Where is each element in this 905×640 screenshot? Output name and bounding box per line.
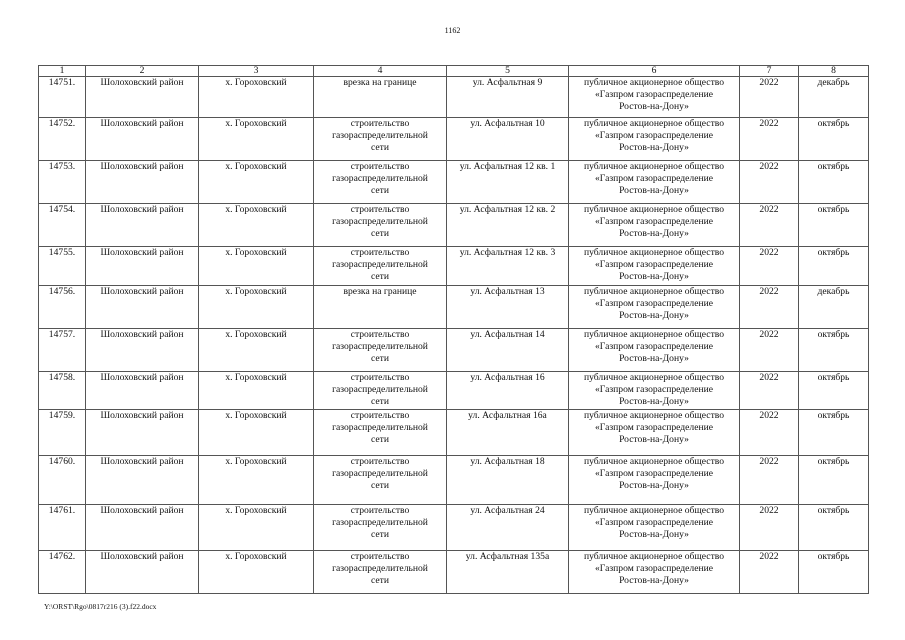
settlement-cell: [199, 372, 314, 410]
organization-cell-line: «Газпром газораспределение: [595, 89, 713, 100]
organization-cell-line: публичное акционерное общество: [583, 204, 725, 215]
work-type-cell: [314, 456, 447, 505]
work-type-cell: [314, 410, 447, 456]
column-header: 3: [199, 66, 314, 77]
row-number-cell-line: 14754.: [48, 204, 76, 215]
district-cell: [86, 204, 199, 247]
district-cell: [86, 505, 199, 551]
year-cell: [740, 204, 799, 247]
organization-cell-line: «Газпром газораспределение: [595, 173, 713, 184]
row-number-cell: [39, 372, 86, 410]
work-type-cell-line: строительство: [350, 161, 410, 172]
row-number-cell: [39, 247, 86, 286]
work-type-cell-line: врезка на границе: [343, 286, 417, 297]
district-cell: [86, 161, 199, 204]
organization-cell: [569, 505, 740, 551]
month-cell: [799, 410, 869, 456]
organization-cell-line: публичное акционерное общество: [583, 77, 725, 88]
organization-cell-line: «Газпром газораспределение: [595, 517, 713, 528]
table-row: [39, 410, 869, 456]
row-number-cell: [39, 118, 86, 161]
row-number-cell-line: 14762.: [48, 551, 76, 562]
organization-cell-line: Ростов-на-Дону»: [619, 185, 689, 196]
organization-cell-line: публичное акционерное общество: [583, 161, 725, 172]
address-cell: [447, 329, 569, 372]
work-type-cell-line: сети: [371, 185, 389, 196]
row-number-cell-line: 14753.: [48, 161, 76, 172]
organization-cell: [569, 161, 740, 204]
row-number-cell-line: 14751.: [48, 77, 76, 88]
address-cell: [447, 204, 569, 247]
work-type-cell-line: сети: [371, 353, 389, 364]
column-header: 1: [39, 66, 86, 77]
settlement-cell: [199, 286, 314, 329]
district-cell-line: Шолоховский район: [100, 329, 184, 340]
month-cell: [799, 505, 869, 551]
organization-cell-line: «Газпром газораспределение: [595, 384, 713, 395]
organization-cell-line: «Газпром газораспределение: [595, 130, 713, 141]
month-cell-line: декабрь: [817, 286, 850, 297]
settlement-cell: [199, 118, 314, 161]
table-row: [39, 161, 869, 204]
year-cell-line: 2022: [759, 456, 779, 467]
work-type-cell-line: газораспределительной: [332, 517, 428, 528]
organization-cell-line: «Газпром газораспределение: [595, 298, 713, 309]
year-cell-line: 2022: [759, 77, 779, 88]
month-cell: [799, 329, 869, 372]
work-type-cell-line: газораспределительной: [332, 259, 428, 270]
year-cell: [740, 247, 799, 286]
work-type-cell-line: сети: [371, 434, 389, 445]
organization-cell: [569, 410, 740, 456]
column-header: 4: [314, 66, 447, 77]
district-cell-line: Шолоховский район: [100, 77, 184, 88]
organization-cell-line: Ростов-на-Дону»: [619, 575, 689, 586]
month-cell-line: октябрь: [817, 505, 850, 516]
row-number-cell: [39, 286, 86, 329]
month-cell: [799, 204, 869, 247]
organization-cell-line: публичное акционерное общество: [583, 505, 725, 516]
month-cell: [799, 118, 869, 161]
work-type-cell-line: строительство: [350, 372, 410, 383]
work-type-cell: [314, 161, 447, 204]
year-cell-line: 2022: [759, 372, 779, 383]
column-header: 8: [799, 66, 869, 77]
page-number: 1162: [444, 26, 461, 35]
month-cell: [799, 372, 869, 410]
year-cell: [740, 77, 799, 118]
settlement-cell: [199, 456, 314, 505]
work-type-cell-line: строительство: [350, 204, 410, 215]
address-cell-line: ул. Асфальтная 14: [470, 329, 545, 340]
organization-cell: [569, 77, 740, 118]
organization-cell-line: Ростов-на-Дону»: [619, 396, 689, 407]
district-cell-line: Шолоховский район: [100, 551, 184, 562]
work-type-cell-line: строительство: [350, 329, 410, 340]
district-cell: [86, 247, 199, 286]
district-cell-line: Шолоховский район: [100, 505, 184, 516]
month-cell: [799, 247, 869, 286]
table-row: [39, 118, 869, 161]
address-cell-line: ул. Асфальтная 13: [470, 286, 545, 297]
table-row: [39, 551, 869, 594]
organization-cell-line: «Газпром газораспределение: [595, 422, 713, 433]
organization-cell-line: публичное акционерное общество: [583, 329, 725, 340]
row-number-cell: [39, 410, 86, 456]
organization-cell-line: Ростов-на-Дону»: [619, 353, 689, 364]
district-cell: [86, 410, 199, 456]
work-type-cell-line: газораспределительной: [332, 341, 428, 352]
district-cell: [86, 77, 199, 118]
organization-cell-line: «Газпром газораспределение: [595, 259, 713, 270]
column-header: 7: [740, 66, 799, 77]
address-cell: [447, 456, 569, 505]
work-type-cell: [314, 118, 447, 161]
organization-cell-line: Ростов-на-Дону»: [619, 480, 689, 491]
year-cell: [740, 551, 799, 594]
settlement-cell-line: х. Гороховский: [225, 204, 287, 215]
month-cell-line: октябрь: [817, 551, 850, 562]
year-cell-line: 2022: [759, 329, 779, 340]
address-cell-line: ул. Асфальтная 12 кв. 3: [459, 247, 556, 258]
work-type-cell-line: строительство: [350, 456, 410, 467]
organization-cell-line: Ростов-на-Дону»: [619, 529, 689, 540]
district-cell: [86, 372, 199, 410]
organization-cell: [569, 204, 740, 247]
organization-cell-line: «Газпром газораспределение: [595, 216, 713, 227]
row-number-cell-line: 14755.: [48, 247, 76, 258]
district-cell-line: Шолоховский район: [100, 286, 184, 297]
work-type-cell-line: газораспределительной: [332, 468, 428, 479]
organization-cell-line: публичное акционерное общество: [583, 456, 725, 467]
district-cell-line: Шолоховский район: [100, 372, 184, 383]
table-row: [39, 505, 869, 551]
row-number-cell: [39, 161, 86, 204]
settlement-cell-line: х. Гороховский: [225, 456, 287, 467]
row-number-cell: [39, 505, 86, 551]
organization-cell-line: Ростов-на-Дону»: [619, 142, 689, 153]
row-number-cell: [39, 204, 86, 247]
address-cell: [447, 247, 569, 286]
settlement-cell-line: х. Гороховский: [225, 118, 287, 129]
column-header: 2: [86, 66, 199, 77]
organization-cell: [569, 247, 740, 286]
work-type-cell: [314, 372, 447, 410]
settlement-cell: [199, 161, 314, 204]
settlement-cell: [199, 204, 314, 247]
work-type-cell-line: сети: [371, 575, 389, 586]
work-type-cell-line: сети: [371, 480, 389, 491]
year-cell-line: 2022: [759, 118, 779, 129]
organization-cell-line: Ростов-на-Дону»: [619, 101, 689, 112]
month-cell-line: октябрь: [817, 456, 850, 467]
month-cell-line: октябрь: [817, 161, 850, 172]
year-cell-line: 2022: [759, 551, 779, 562]
row-number-cell: [39, 551, 86, 594]
district-cell: [86, 118, 199, 161]
address-cell: [447, 161, 569, 204]
district-cell-line: Шолоховский район: [100, 161, 184, 172]
settlement-cell: [199, 77, 314, 118]
row-number-cell-line: 14758.: [48, 372, 76, 383]
address-cell: [447, 77, 569, 118]
work-type-cell: [314, 505, 447, 551]
organization-cell-line: «Газпром газораспределение: [595, 341, 713, 352]
year-cell: [740, 456, 799, 505]
settlement-cell-line: х. Гороховский: [225, 410, 287, 421]
work-type-cell-line: газораспределительной: [332, 130, 428, 141]
address-cell-line: ул. Асфальтная 24: [470, 505, 545, 516]
organization-cell-line: публичное акционерное общество: [583, 551, 725, 562]
year-cell: [740, 329, 799, 372]
district-cell: [86, 329, 199, 372]
header-row: [39, 66, 869, 77]
organization-cell: [569, 372, 740, 410]
year-cell-line: 2022: [759, 204, 779, 215]
organization-cell: [569, 551, 740, 594]
year-cell: [740, 118, 799, 161]
address-cell-line: ул. Асфальтная 18: [470, 456, 545, 467]
month-cell: [799, 286, 869, 329]
work-type-cell: [314, 204, 447, 247]
settlement-cell-line: х. Гороховский: [225, 329, 287, 340]
row-number-cell-line: 14752.: [48, 118, 76, 129]
district-cell: [86, 551, 199, 594]
settlement-cell-line: х. Гороховский: [225, 372, 287, 383]
address-cell-line: ул. Асфальтная 9: [472, 77, 543, 88]
work-type-cell-line: строительство: [350, 410, 410, 421]
address-cell: [447, 118, 569, 161]
settlement-cell-line: х. Гороховский: [225, 247, 287, 258]
work-type-cell-line: газораспределительной: [332, 173, 428, 184]
settlement-cell: [199, 410, 314, 456]
address-cell: [447, 551, 569, 594]
settlement-cell-line: х. Гороховский: [225, 161, 287, 172]
work-type-cell-line: строительство: [350, 551, 410, 562]
district-cell-line: Шолоховский район: [100, 410, 184, 421]
organization-cell: [569, 329, 740, 372]
address-cell-line: ул. Асфальтная 12 кв. 2: [459, 204, 556, 215]
address-cell-line: ул. Асфальтная 16: [470, 372, 545, 383]
year-cell: [740, 505, 799, 551]
row-number-cell: [39, 329, 86, 372]
column-header: 6: [569, 66, 740, 77]
table-row: [39, 247, 869, 286]
table-row: [39, 372, 869, 410]
year-cell-line: 2022: [759, 410, 779, 421]
year-cell: [740, 286, 799, 329]
address-cell: [447, 372, 569, 410]
address-cell-line: ул. Асфальтная 10: [470, 118, 545, 129]
work-type-cell-line: врезка на границе: [343, 77, 417, 88]
month-cell-line: октябрь: [817, 410, 850, 421]
work-type-cell-line: строительство: [350, 118, 410, 129]
row-number-cell: [39, 77, 86, 118]
work-type-cell-line: сети: [371, 142, 389, 153]
register-table: [38, 65, 869, 594]
address-cell-line: ул. Асфальтная 16а: [468, 410, 547, 421]
month-cell-line: октябрь: [817, 118, 850, 129]
work-type-cell-line: сети: [371, 396, 389, 407]
year-cell: [740, 161, 799, 204]
organization-cell-line: Ростов-на-Дону»: [619, 271, 689, 282]
work-type-cell: [314, 247, 447, 286]
year-cell: [740, 372, 799, 410]
work-type-cell: [314, 551, 447, 594]
organization-cell-line: Ростов-на-Дону»: [619, 228, 689, 239]
address-cell: [447, 286, 569, 329]
table-row: [39, 329, 869, 372]
work-type-cell-line: сети: [371, 529, 389, 540]
organization-cell-line: Ростов-на-Дону»: [619, 310, 689, 321]
month-cell: [799, 456, 869, 505]
organization-cell: [569, 456, 740, 505]
month-cell-line: октябрь: [817, 204, 850, 215]
year-cell-line: 2022: [759, 161, 779, 172]
work-type-cell-line: газораспределительной: [332, 422, 428, 433]
settlement-cell: [199, 505, 314, 551]
month-cell: [799, 161, 869, 204]
row-number-cell-line: 14760.: [48, 456, 76, 467]
row-number-cell: [39, 456, 86, 505]
month-cell-line: октябрь: [817, 329, 850, 340]
file-path-footer: Y:\ORST\Rgo\0817r216 (3).f22.docx: [44, 602, 157, 611]
address-cell: [447, 410, 569, 456]
settlement-cell-line: х. Гороховский: [225, 551, 287, 562]
table-row: [39, 286, 869, 329]
district-cell: [86, 456, 199, 505]
month-cell-line: декабрь: [817, 77, 850, 88]
district-cell-line: Шолоховский район: [100, 456, 184, 467]
column-header: 5: [447, 66, 569, 77]
organization-cell-line: публичное акционерное общество: [583, 372, 725, 383]
district-cell-line: Шолоховский район: [100, 247, 184, 258]
table-body: [39, 77, 869, 594]
address-cell-line: ул. Асфальтная 135а: [465, 551, 550, 562]
row-number-cell-line: 14756.: [48, 286, 76, 297]
year-cell: [740, 410, 799, 456]
work-type-cell-line: сети: [371, 271, 389, 282]
table-row: [39, 456, 869, 505]
year-cell-line: 2022: [759, 505, 779, 516]
organization-cell-line: «Газпром газораспределение: [595, 468, 713, 479]
settlement-cell: [199, 329, 314, 372]
month-cell: [799, 77, 869, 118]
organization-cell-line: публичное акционерное общество: [583, 286, 725, 297]
organization-cell: [569, 286, 740, 329]
work-type-cell-line: строительство: [350, 247, 410, 258]
table-row: [39, 77, 869, 118]
work-type-cell: [314, 329, 447, 372]
row-number-cell-line: 14757.: [48, 329, 76, 340]
work-type-cell-line: газораспределительной: [332, 384, 428, 395]
organization-cell-line: Ростов-на-Дону»: [619, 434, 689, 445]
month-cell: [799, 551, 869, 594]
organization-cell-line: публичное акционерное общество: [583, 247, 725, 258]
address-cell-line: ул. Асфальтная 12 кв. 1: [459, 161, 556, 172]
row-number-cell-line: 14761.: [48, 505, 76, 516]
district-cell: [86, 286, 199, 329]
organization-cell-line: «Газпром газораспределение: [595, 563, 713, 574]
work-type-cell-line: строительство: [350, 505, 410, 516]
settlement-cell-line: х. Гороховский: [225, 77, 287, 88]
table-row: [39, 204, 869, 247]
settlement-cell-line: х. Гороховский: [225, 505, 287, 516]
organization-cell-line: публичное акционерное общество: [583, 118, 725, 129]
year-cell-line: 2022: [759, 247, 779, 258]
row-number-cell-line: 14759.: [48, 410, 76, 421]
year-cell-line: 2022: [759, 286, 779, 297]
work-type-cell: [314, 77, 447, 118]
work-type-cell-line: сети: [371, 228, 389, 239]
work-type-cell-line: газораспределительной: [332, 563, 428, 574]
district-cell-line: Шолоховский район: [100, 204, 184, 215]
district-cell-line: Шолоховский район: [100, 118, 184, 129]
work-type-cell: [314, 286, 447, 329]
settlement-cell-line: х. Гороховский: [225, 286, 287, 297]
address-cell: [447, 505, 569, 551]
settlement-cell: [199, 551, 314, 594]
organization-cell: [569, 118, 740, 161]
work-type-cell-line: газораспределительной: [332, 216, 428, 227]
month-cell-line: октябрь: [817, 372, 850, 383]
settlement-cell: [199, 247, 314, 286]
month-cell-line: октябрь: [817, 247, 850, 258]
organization-cell-line: публичное акционерное общество: [583, 410, 725, 421]
